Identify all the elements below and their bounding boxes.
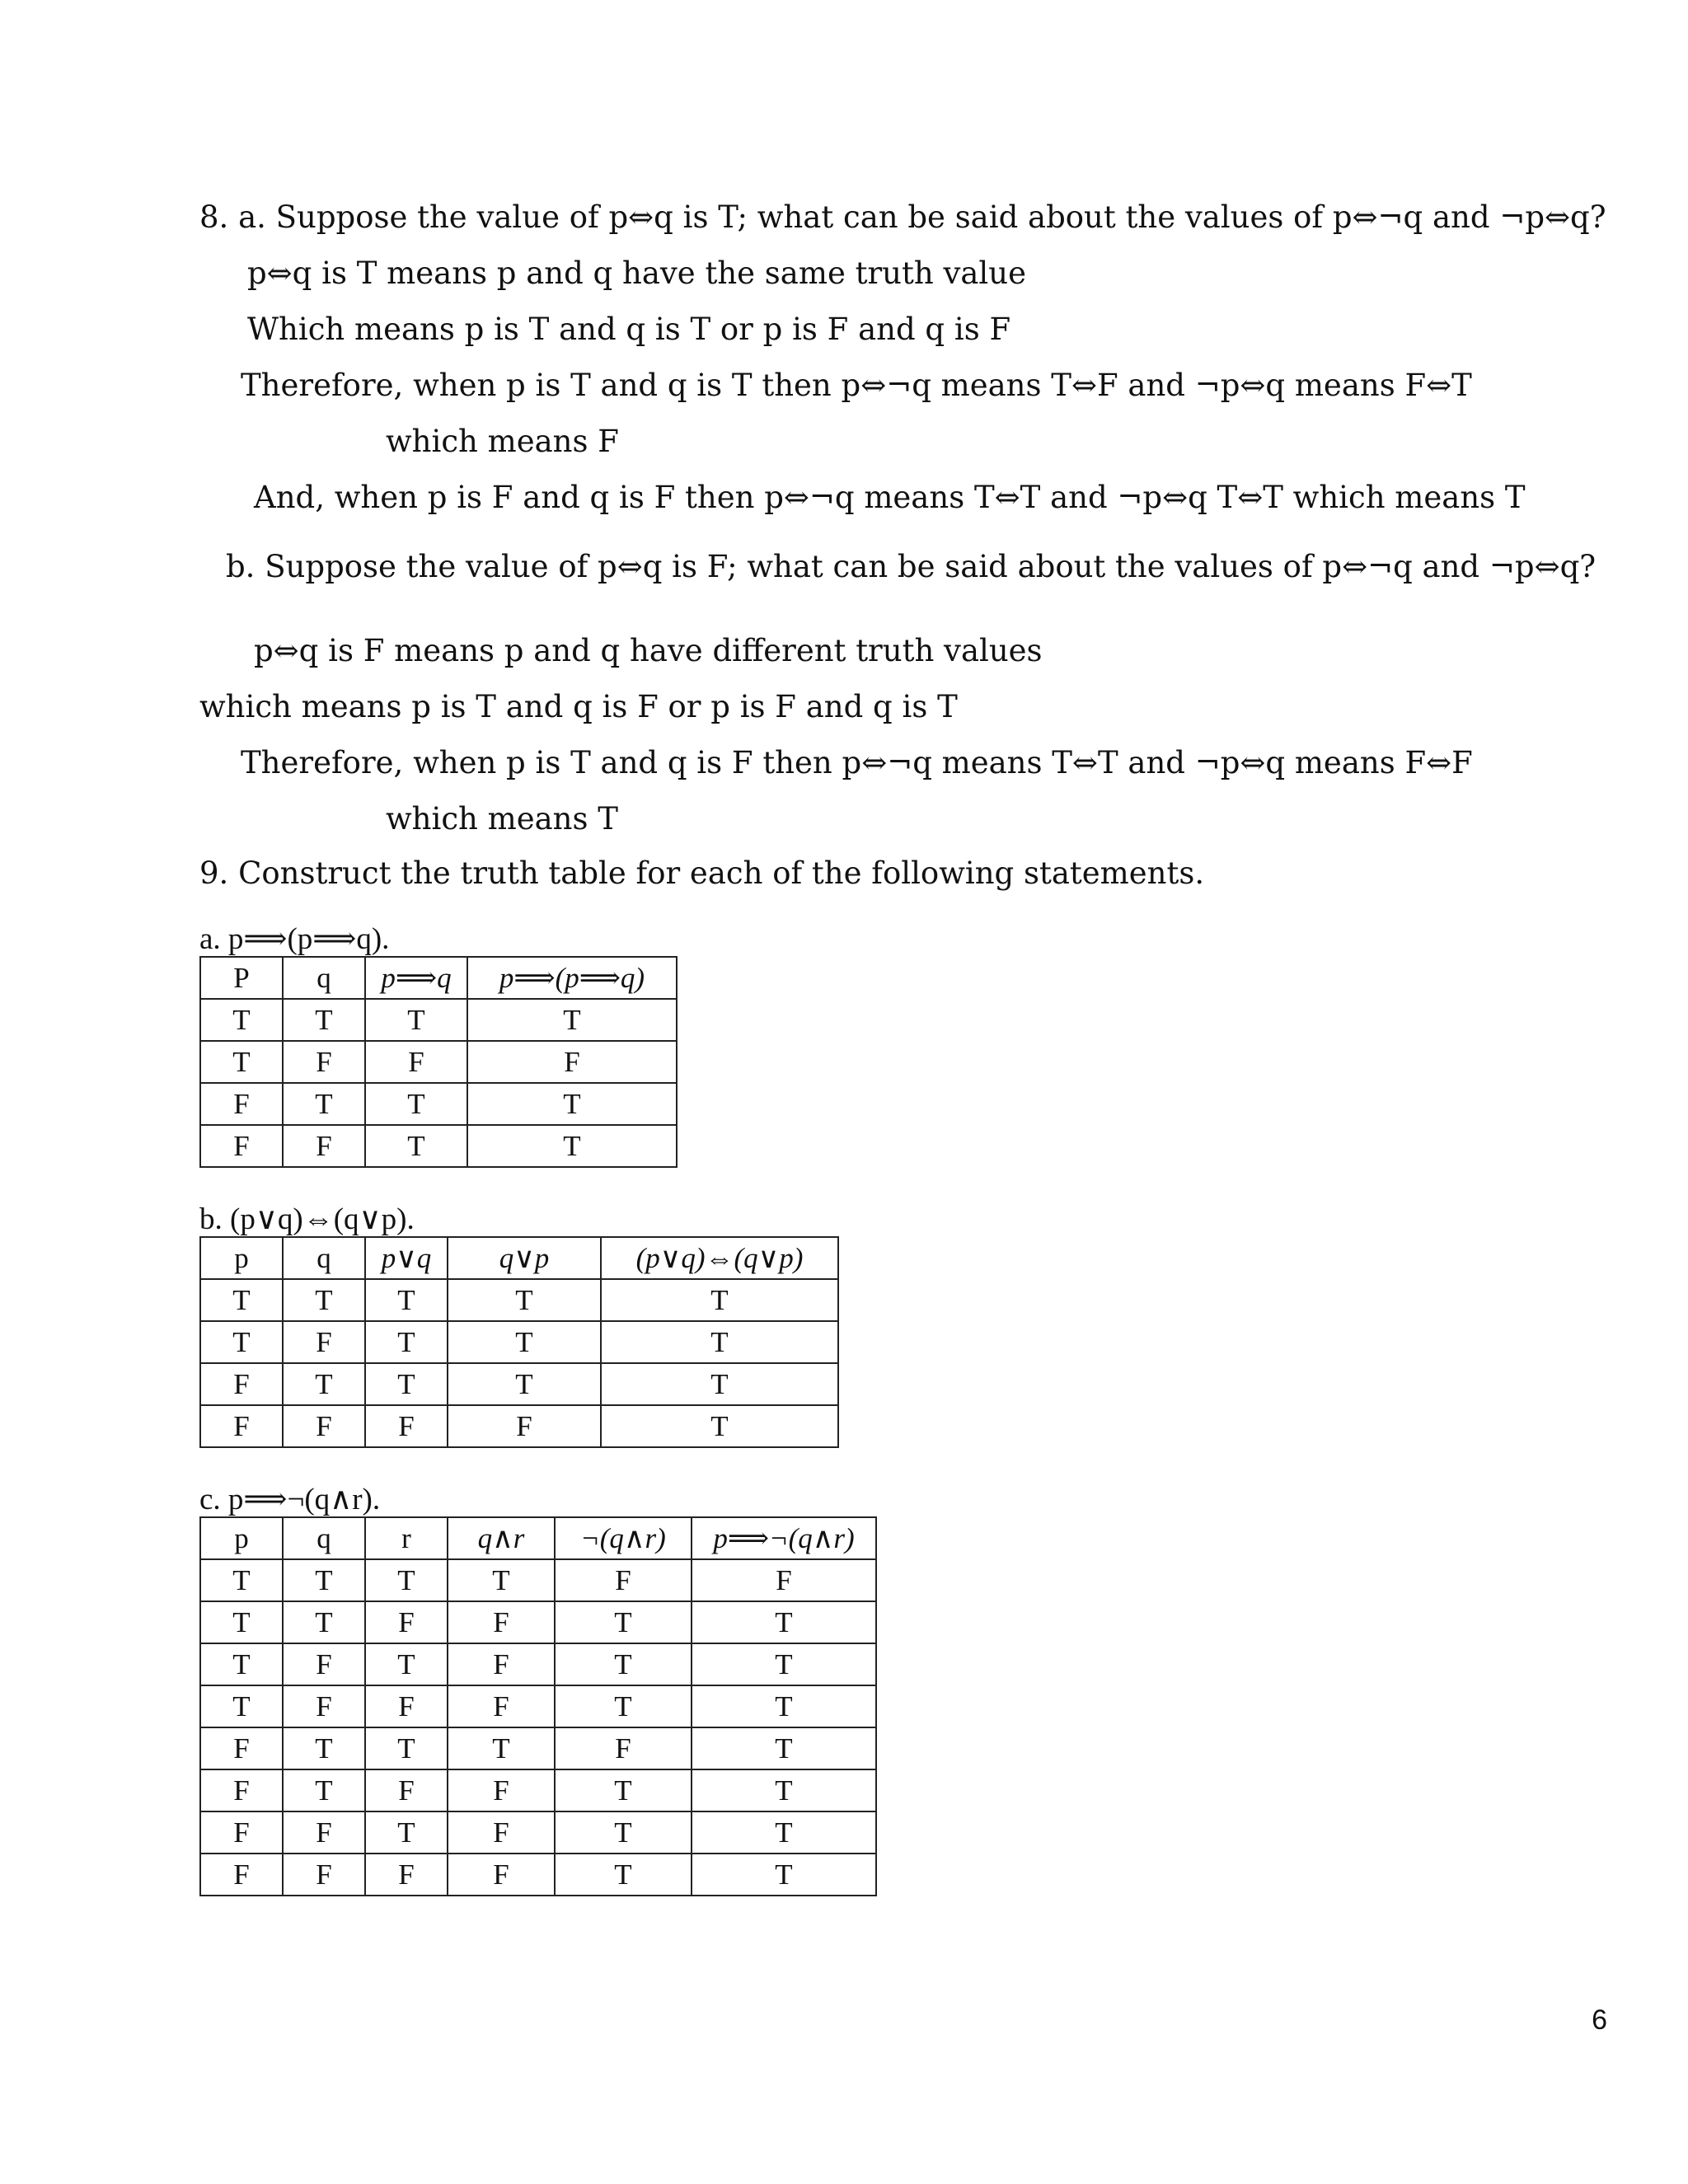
table-cell: F [448,1643,555,1685]
table-cell: F [365,1769,448,1811]
table-row [200,1405,838,1447]
table-cell: T [365,1559,448,1601]
table-cell: T [283,1083,365,1125]
table-cell: T [200,999,283,1041]
table-row [200,1321,838,1363]
table-cell: T [365,1125,467,1167]
q8b-line-4: which means T [386,801,618,837]
table-cell: F [555,1727,692,1769]
table-cell: T [448,1279,601,1321]
table-b-caption: b. (p∨q)⇔(q∨p). [199,1202,415,1236]
table-cell: T [200,1685,283,1727]
table-cell: T [200,1041,283,1083]
table-cell: T [692,1643,876,1685]
table-cell: T [601,1363,838,1405]
table-cell: F [365,1405,448,1447]
table-header-row [200,957,677,999]
truth-table-a [199,956,678,1168]
table-cell: F [448,1405,601,1447]
table-header-cell: p [200,1237,283,1279]
table-cell: T [692,1769,876,1811]
table-row [200,1559,876,1601]
table-cell: T [365,1363,448,1405]
table-row [200,1279,838,1321]
table-header-cell: p⟹(p⟹q) [467,957,677,999]
table-cell: T [200,1321,283,1363]
table-cell: T [365,1321,448,1363]
table-cell: F [200,1769,283,1811]
table-cell: T [283,1279,365,1321]
table-header-cell: p⟹¬(q∧r) [692,1517,876,1559]
table-cell: F [283,1321,365,1363]
table-header-cell: q [283,957,365,999]
table-cell: F [448,1811,555,1854]
table-cell: T [365,1811,448,1854]
table-row [200,999,677,1041]
table-cell: T [365,1279,448,1321]
table-cell: T [692,1727,876,1769]
table-row [200,1041,677,1083]
table-row [200,1601,876,1643]
table-row [200,1363,838,1405]
table-cell: F [365,1041,467,1083]
table-cell: T [365,1643,448,1685]
table-cell: F [555,1559,692,1601]
table-row [200,1727,876,1769]
table-cell: T [200,1559,283,1601]
table-header-cell: ¬(q∧r) [555,1517,692,1559]
table-c-caption: c. p⟹¬(q∧r). [199,1483,381,1516]
table-cell: T [283,1769,365,1811]
table-cell: T [448,1321,601,1363]
table-cell: T [555,1854,692,1896]
table-cell: F [200,1405,283,1447]
table-cell: F [448,1601,555,1643]
table-cell: T [555,1643,692,1685]
table-cell: F [448,1769,555,1811]
q9-prompt: 9. Construct the truth table for each of the following statements. [199,855,1205,891]
table-cell: T [200,1643,283,1685]
table-header-cell: p∨q [365,1237,448,1279]
table-cell: T [692,1854,876,1896]
table-cell: F [283,1405,365,1447]
table-cell: T [692,1811,876,1854]
table-header-row [200,1237,838,1279]
table-cell: T [467,1125,677,1167]
table-cell: F [448,1854,555,1896]
table-row [200,1811,876,1854]
q8a-prompt: 8. a. Suppose the value of p⇔q is T; what can be said about the values of p⇔¬q and ¬p⇔q? [199,199,1606,235]
table-cell: F [365,1601,448,1643]
table-cell: T [692,1685,876,1727]
table-row [200,1125,677,1167]
q8b-line-1: p⇔q is F means p and q have different truth values [254,633,1043,668]
table-cell: F [200,1854,283,1896]
table-row [200,1854,876,1896]
q8a-line-3: Therefore, when p is T and q is T then p⇔¬q means T⇔F and ¬p⇔q means F⇔T [241,368,1472,403]
table-cell: F [283,1643,365,1685]
table-cell: T [555,1811,692,1854]
table-cell: F [283,1854,365,1896]
table-cell: F [200,1811,283,1854]
q8a-line-5: And, when p is F and q is F then p⇔¬q means T⇔T and ¬p⇔q T⇔T which means T [254,480,1526,515]
table-header-cell: q∧r [448,1517,555,1559]
table-cell: F [365,1854,448,1896]
table-header-cell: q [283,1237,365,1279]
table-header-cell: p [200,1517,283,1559]
table-cell: F [448,1685,555,1727]
q8a-line-4: which means F [386,424,619,459]
table-header-cell: P [200,957,283,999]
table-header-cell: (p∨q)⇔(q∨p) [601,1237,838,1279]
table-row [200,1769,876,1811]
table-cell: T [467,1083,677,1125]
table-cell: F [467,1041,677,1083]
table-row [200,1685,876,1727]
table-cell: T [448,1727,555,1769]
table-cell: T [601,1405,838,1447]
table-cell: T [283,1601,365,1643]
table-cell: T [283,1727,365,1769]
table-cell: T [283,999,365,1041]
table-header-row [200,1517,876,1559]
q8b-prompt: b. Suppose the value of p⇔q is F; what can be said about the values of p⇔¬q and ¬p⇔q? [226,549,1597,584]
table-cell: F [692,1559,876,1601]
table-row [200,1643,876,1685]
table-cell: T [448,1559,555,1601]
table-cell: T [283,1559,365,1601]
table-row [200,1083,677,1125]
table-cell: F [283,1685,365,1727]
table-cell: F [200,1363,283,1405]
table-cell: F [200,1083,283,1125]
table-cell: F [200,1125,283,1167]
table-cell: T [365,1083,467,1125]
table-a-caption: a. p⟹(p⟹q). [199,922,390,956]
table-header-cell: q∨p [448,1237,601,1279]
table-cell: T [555,1685,692,1727]
table-cell: T [448,1363,601,1405]
page-number: 6 [1592,2004,1607,2036]
q8b-line-2: which means p is T and q is F or p is F and q is T [199,689,958,724]
table-header-cell: r [365,1517,448,1559]
table-cell: F [283,1041,365,1083]
table-cell: T [365,999,467,1041]
q8a-line-1: p⇔q is T means p and q have the same truth value [247,255,1026,291]
table-cell: T [365,1727,448,1769]
truth-table-b [199,1236,839,1448]
table-cell: T [200,1601,283,1643]
table-header-cell: p⟹q [365,957,467,999]
table-cell: F [365,1685,448,1727]
table-cell: T [692,1601,876,1643]
table-cell: F [200,1727,283,1769]
q8b-line-3: Therefore, when p is T and q is F then p⇔¬q means T⇔T and ¬p⇔q means F⇔F [241,745,1473,780]
table-cell: T [555,1769,692,1811]
table-cell: T [200,1279,283,1321]
q8a-line-2: Which means p is T and q is T or p is F and q is F [247,312,1011,347]
table-cell: F [283,1811,365,1854]
table-cell: T [283,1363,365,1405]
table-cell: T [601,1321,838,1363]
table-cell: T [467,999,677,1041]
table-header-cell: q [283,1517,365,1559]
table-cell: T [555,1601,692,1643]
table-cell: F [283,1125,365,1167]
truth-table-c [199,1516,877,1896]
table-cell: T [601,1279,838,1321]
